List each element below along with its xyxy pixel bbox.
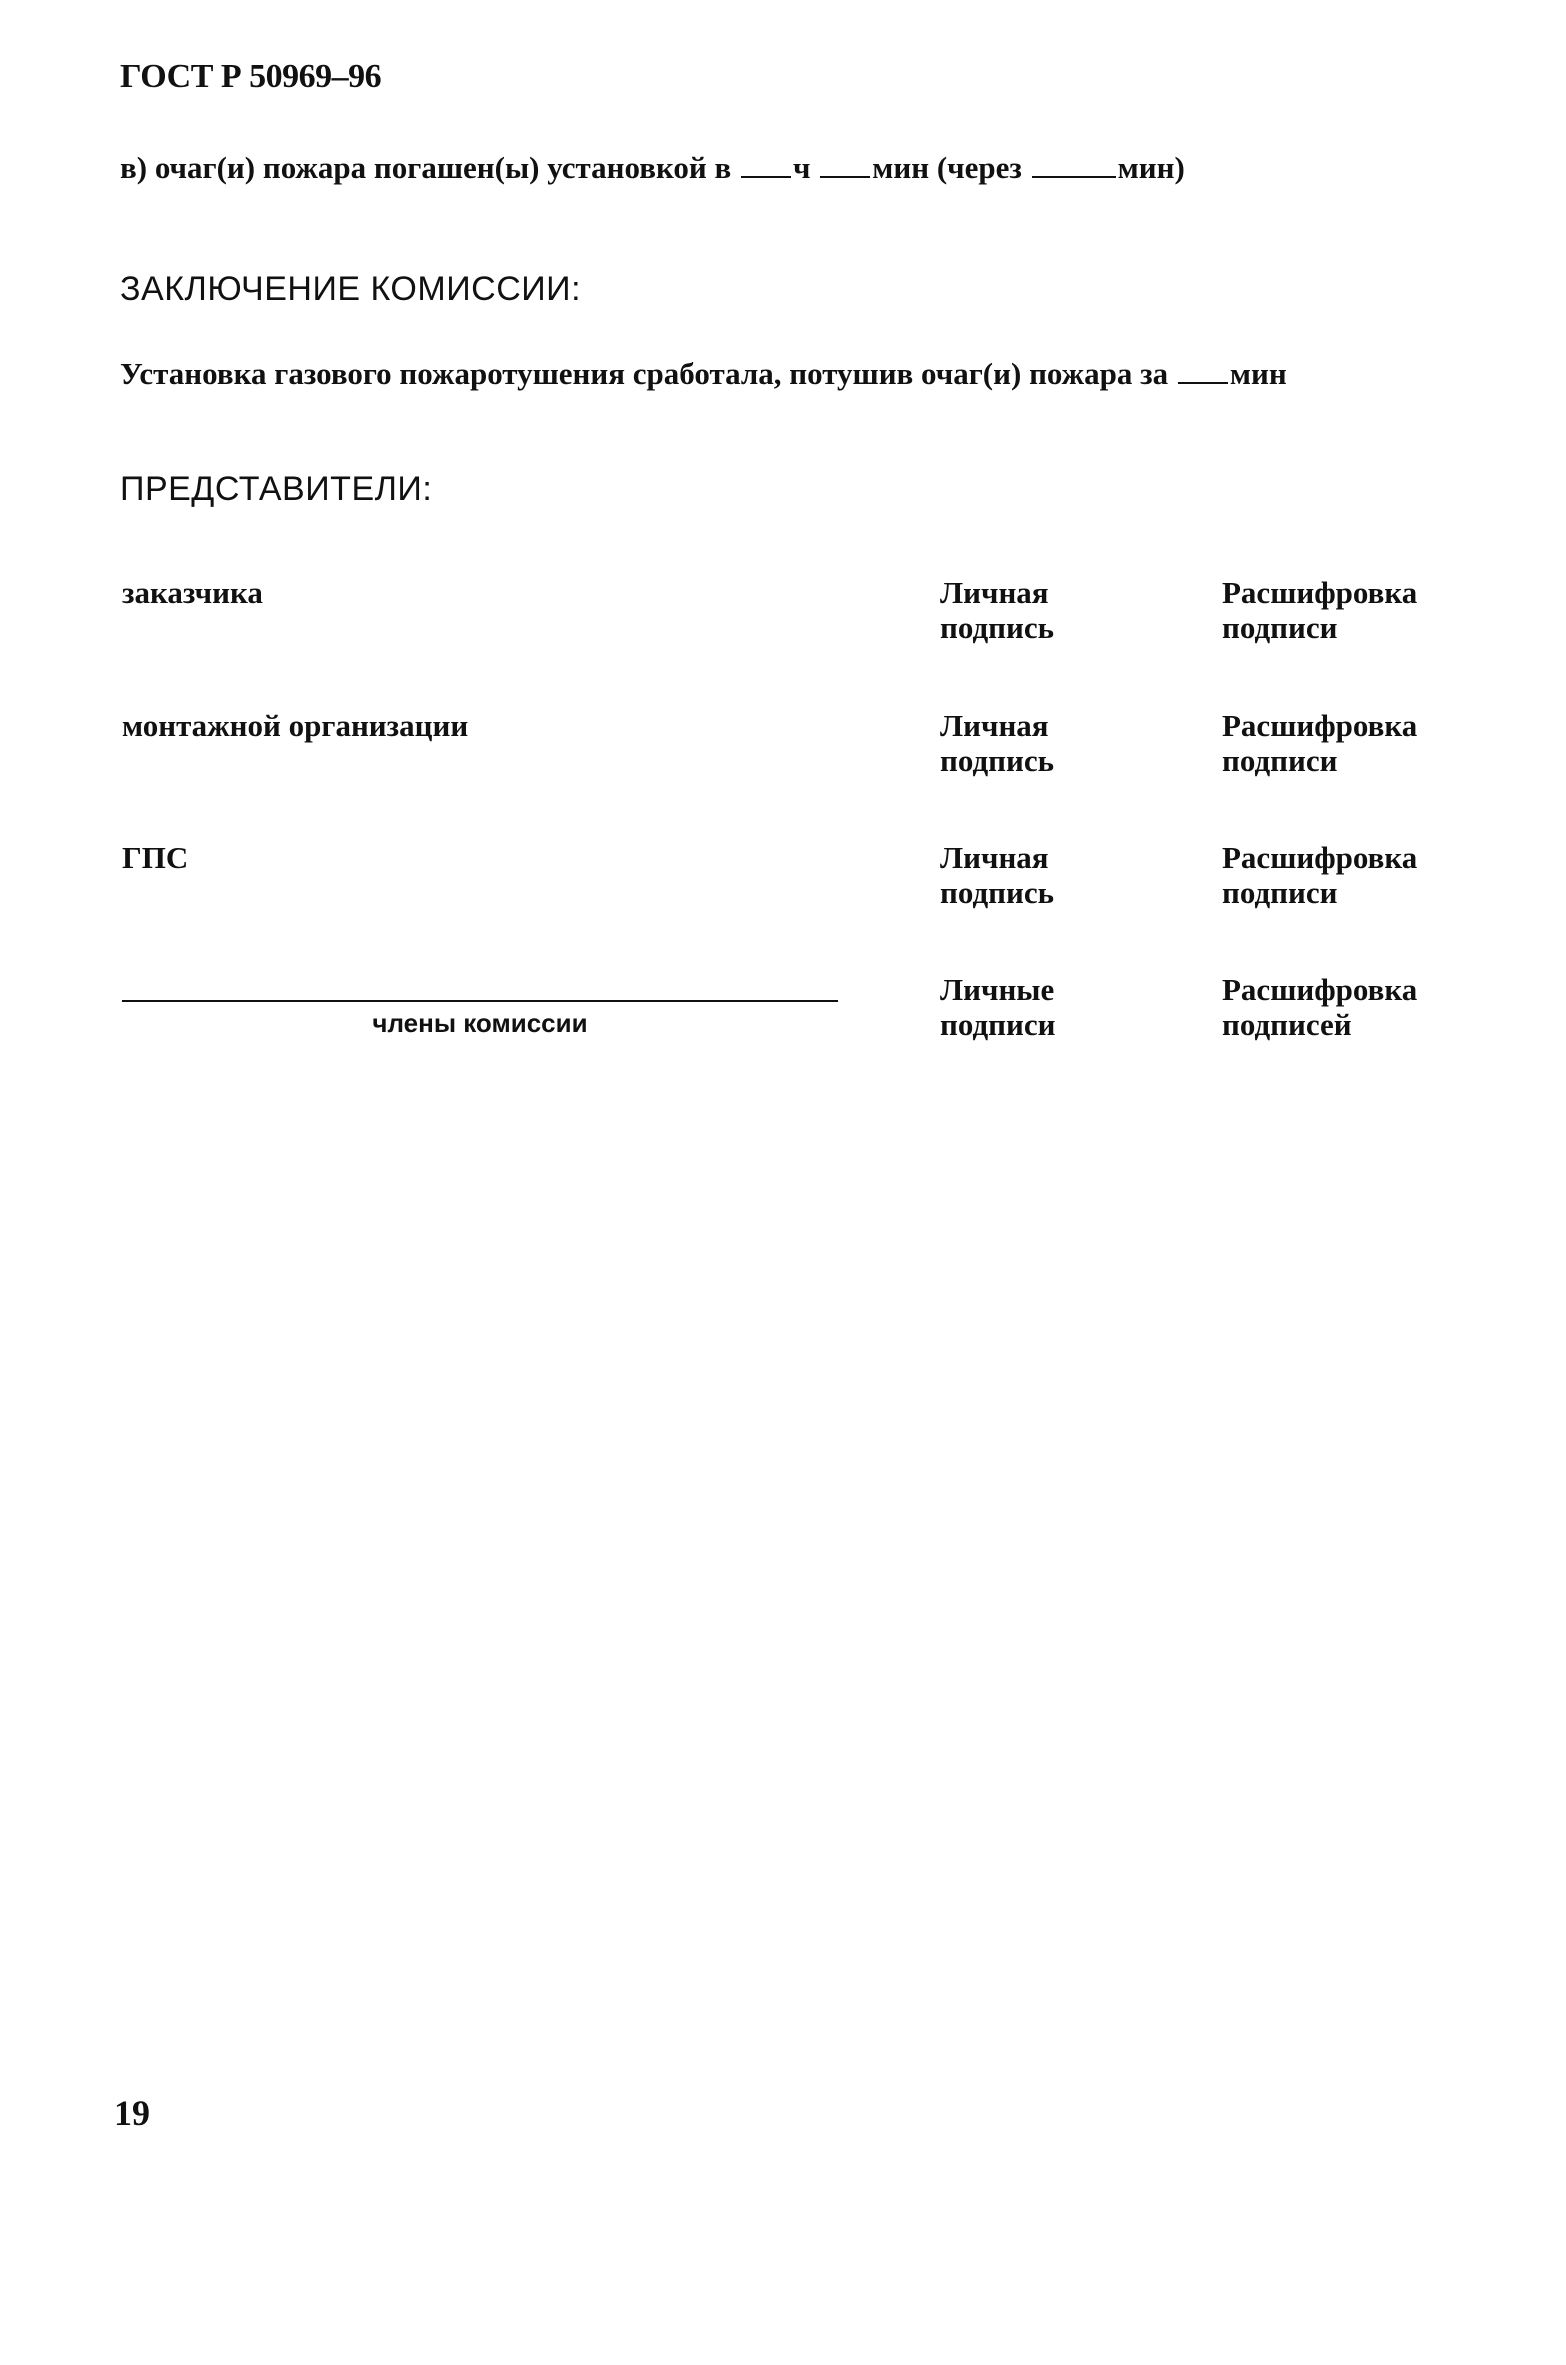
signature-label (940, 840, 1054, 910)
item-v-text-3: мин (через (872, 150, 1030, 185)
conclusion-title: ЗАКЛЮЧЕНИЕ КОМИССИИ: (120, 270, 582, 308)
commission-members-caption: члены комиссии (372, 1008, 588, 1038)
decoding-label-line1: Расшифровка (1222, 840, 1418, 875)
representative-role: монтажной организации (122, 708, 469, 743)
decoding-label-line1: Расшифровка (1222, 575, 1418, 610)
signature-label-line1: Личная (940, 708, 1049, 743)
decoding-label-line2: подписи (1222, 743, 1338, 778)
signature-label-line2: подпись (940, 743, 1055, 778)
item-v-extinguished (120, 150, 1185, 186)
representative-role: ГПС (122, 840, 189, 875)
signature-decoding-label (1222, 840, 1417, 910)
signature-label (940, 575, 1054, 645)
representative-row-gps (120, 840, 1450, 920)
elapsed-minutes-blank (1032, 152, 1116, 178)
decoding-label-line1: Расшифровка (1222, 972, 1418, 1007)
signature-label (940, 708, 1054, 778)
decoding-label-line2: подписи (1222, 610, 1338, 645)
representative-row-installer (120, 708, 1450, 788)
document-code: ГОСТ Р 50969–96 (120, 58, 382, 95)
signature-label-line2: подписи (940, 1007, 1056, 1042)
representative-role: заказчика (122, 575, 263, 610)
representative-row-commission (120, 972, 1450, 1052)
signature-label (940, 972, 1056, 1042)
conclusion-sentence: Установка газового пожаротушения сработала, потушив очаг(и) пожара за (120, 356, 1176, 391)
conclusion-minutes-blank (1178, 358, 1228, 384)
page-number: 19 (114, 2093, 150, 2133)
signature-label-line1: Личная (940, 575, 1049, 610)
signature-decoding-label (1222, 972, 1417, 1042)
signature-label-line1: Личная (940, 840, 1049, 875)
signature-label-line2: подпись (940, 875, 1055, 910)
decoding-label-line1: Расшифровка (1222, 708, 1418, 743)
decoding-label-line2: подписи (1222, 875, 1338, 910)
signature-label-line1: Личные (940, 972, 1055, 1007)
conclusion-unit: мин (1229, 356, 1287, 391)
conclusion-text (120, 356, 1287, 392)
item-v-text-4: мин) (1117, 150, 1185, 185)
item-v-text-2: ч (793, 150, 819, 185)
decoding-label-line2: подписей (1222, 1007, 1352, 1042)
hours-blank (741, 152, 791, 178)
minutes-blank (820, 152, 870, 178)
commission-signature-line (122, 1000, 838, 1002)
signature-decoding-label (1222, 708, 1417, 778)
item-v-text-1: в) очаг(и) пожара погашен(ы) установкой в (120, 150, 740, 185)
representatives-title: ПРЕДСТАВИТЕЛИ: (120, 470, 433, 508)
representative-row-customer (120, 575, 1450, 655)
signature-decoding-label (1222, 575, 1417, 645)
signature-label-line2: подпись (940, 610, 1055, 645)
